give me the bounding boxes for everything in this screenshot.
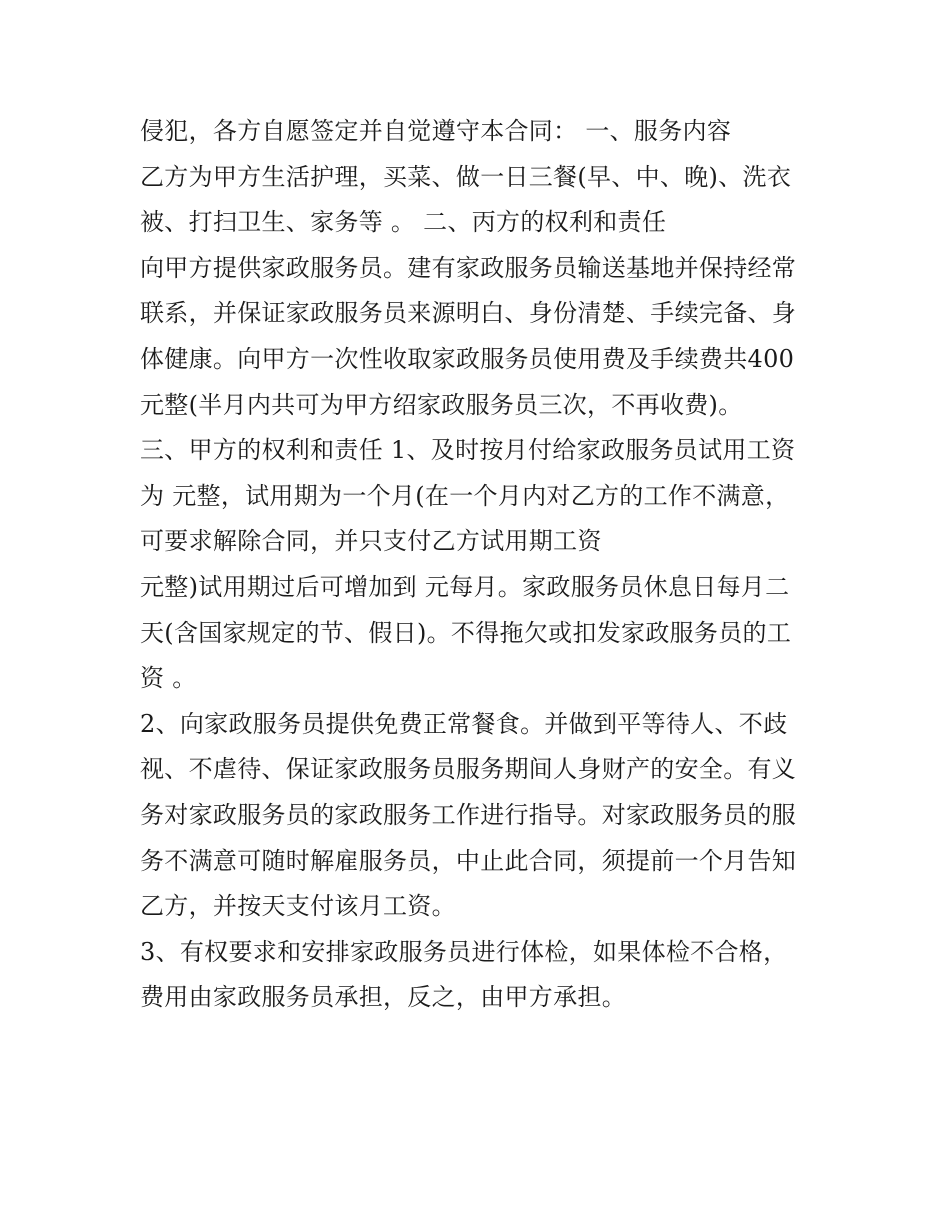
text-line: 元整)试用期过后可增加到 元每月。家政服务员休息日每月二 — [140, 572, 790, 601]
text-line: 向甲方提供家政服务员。建有家政服务员输送基地并保持经常 — [140, 253, 797, 282]
text-line: 天(含国家规定的节、假日)。不得拖欠或扣发家政服务员的工 — [140, 618, 792, 647]
document-body — [140, 109, 820, 1021]
text-line: 2、向家政服务员提供免费正常餐食。并做到平等待人、不歧 — [140, 709, 788, 738]
text-line: 乙方，并按天支付该月工资。 — [140, 892, 456, 921]
text-line: 务对家政服务员的家政服务工作进行指导。对家政服务员的服 — [140, 800, 797, 829]
text-line: 视、不虐待、保证家政服务员服务期间人身财产的安全。有义 — [140, 755, 797, 784]
text-line: 费用由家政服务员承担，反之，由甲方承担。 — [140, 983, 626, 1012]
text-line: 元整(半月内共可为甲方绍家政服务员三次，不再收费)。 — [140, 390, 743, 419]
text-line: 可要求解除合同，并只支付乙方试用期工资 — [140, 527, 602, 556]
text-line: 体健康。向甲方一次性收取家政服务员使用费及手续费共400 — [140, 344, 795, 373]
text-line: 乙方为甲方生活护理，买菜、做一日三餐(早、中、晚)、洗衣 — [140, 162, 792, 191]
text-line: 资 。 — [140, 664, 197, 693]
text-line: 3、有权要求和安排家政服务员进行体检，如果体检不合格， — [140, 937, 788, 966]
text-line: 为 元整，试用期为一个月(在一个月内对乙方的工作不满意， — [140, 481, 790, 510]
text-line: 务不满意可随时解雇服务员，中止此合同，须提前一个月告知 — [140, 846, 797, 875]
text-line: 联系，并保证家政服务员来源明白、身份清楚、手续完备、身 — [140, 299, 797, 328]
text-line: 三、甲方的权利和责任 1、及时按月付给家政服务员试用工资 — [140, 436, 796, 465]
text-line: 被、打扫卫生、家务等 。 二、丙方的权利和责任 — [140, 208, 667, 237]
text-line: 侵犯，各方自愿签定并自觉遵守本合同： 一、服务内容 — [140, 117, 732, 145]
